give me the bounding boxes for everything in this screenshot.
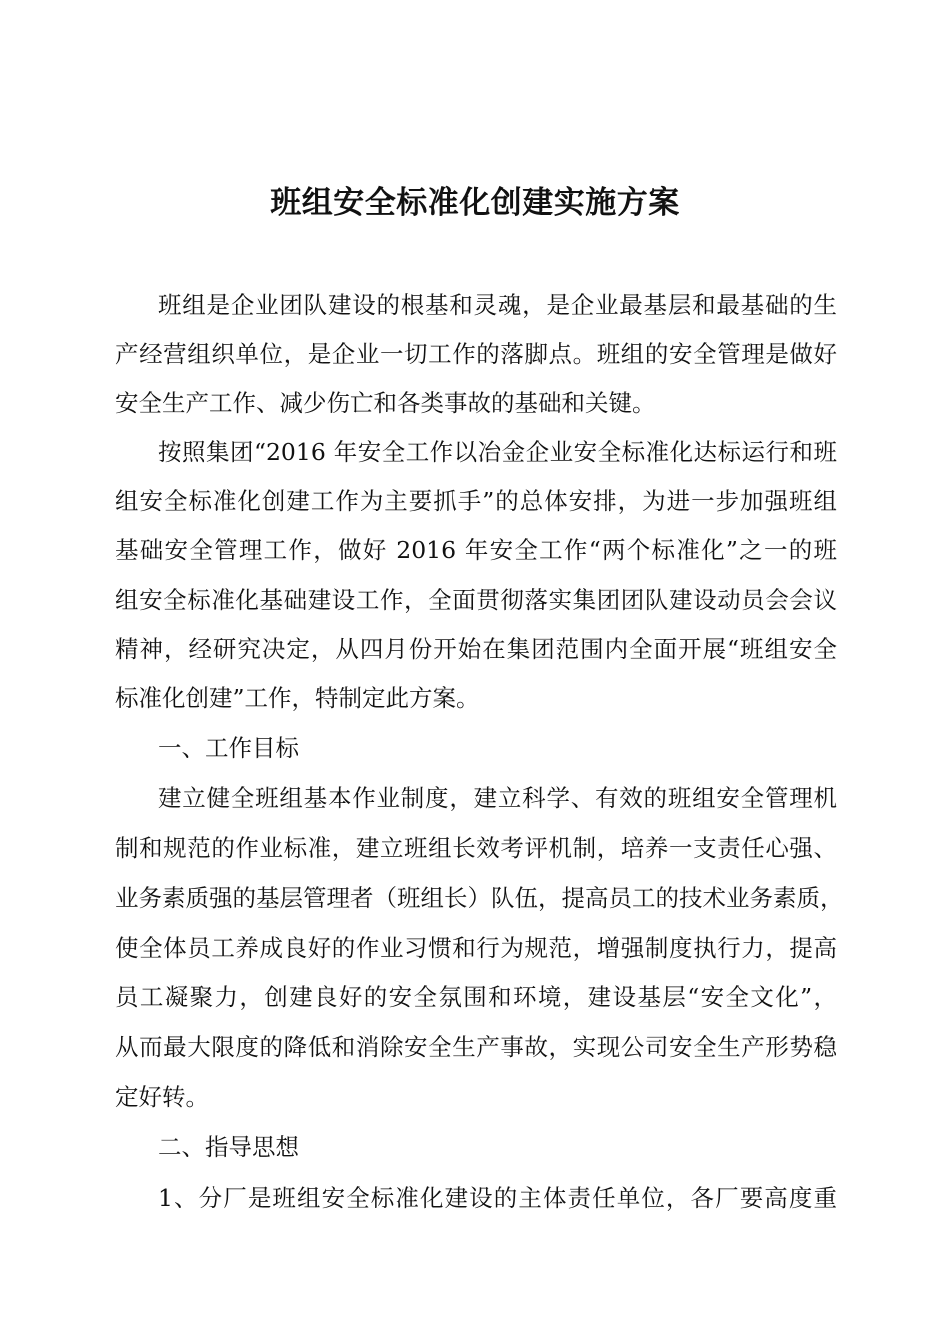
paragraph-line: 制和规范的作业标准，建立班组长效考评机制，培养一支责任心强、: [115, 834, 837, 862]
section-heading: 一、工作目标: [158, 734, 299, 762]
paragraph-line: 建立健全班组基本作业制度，建立科学、有效的班组安全管理机: [158, 784, 837, 812]
section-heading: 二、指导思想: [158, 1133, 299, 1161]
paragraph-line: 使全体员工养成良好的作业习惯和行为规范，增强制度执行力，提高: [115, 934, 837, 962]
paragraph-line: 定好转。: [115, 1083, 209, 1111]
paragraph-line: 安全生产工作、减少伤亡和各类事故的基础和关键。: [115, 389, 656, 417]
document-title: 班组安全标准化创建实施方案: [270, 185, 680, 221]
paragraph-line: 精神，经研究决定，从四月份开始在集团范围内全面开展“班组安全: [115, 635, 837, 663]
paragraph-line: 标准化创建”工作，特制定此方案。: [115, 684, 480, 712]
paragraph-line: 班组是企业团队建设的根基和灵魂，是企业最基层和最基础的生: [158, 291, 837, 319]
paragraph-line: 员工凝聚力，创建良好的安全氛围和环境，建设基层“安全文化”，: [115, 983, 837, 1011]
paragraph-line: 组安全标准化基础建设工作，全面贯彻落实集团团队建设动员会会议: [115, 586, 837, 614]
paragraph-line: 1、分厂是班组安全标准化建设的主体责任单位，各厂要高度重: [158, 1184, 837, 1212]
paragraph-line: 按照集团“2016 年安全工作以冶金企业安全标准化达标运行和班: [158, 438, 837, 466]
paragraph-line: 基础安全管理工作，做好 2016 年安全工作“两个标准化”之一的班: [115, 536, 837, 564]
paragraph-line: 组安全标准化创建工作为主要抓手”的总体安排，为进一步加强班组: [115, 487, 837, 515]
paragraph-line: 业务素质强的基层管理者（班组长）队伍，提高员工的技术业务素质，: [115, 884, 844, 912]
paragraph-line: 产经营组织单位，是企业一切工作的落脚点。班组的安全管理是做好: [115, 340, 837, 368]
paragraph-line: 从而最大限度的降低和消除安全生产事故，实现公司安全生产形势稳: [115, 1033, 837, 1061]
